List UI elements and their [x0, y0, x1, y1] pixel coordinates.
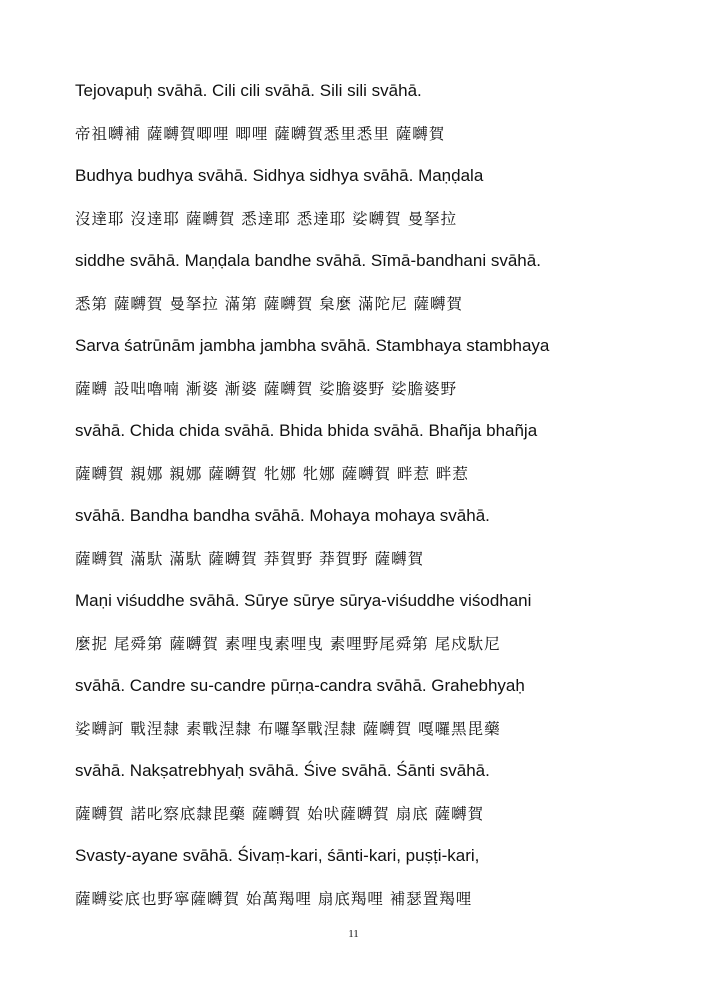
text-line-roman: svāhā. Chida chida svāhā. Bhida bhida svāhā. Bhañja bhañja: [75, 421, 538, 440]
text-line-chinese: 沒達耶 沒達耶 薩嚩賀 悉達耶 悉達耶 娑嚩賀 曼拏拉: [75, 210, 458, 228]
text-line-chinese: 帝祖嚩補 薩嚩賀唧哩 唧哩 薩嚩賀悉里悉里 薩嚩賀: [75, 125, 446, 143]
text-line-chinese: 薩嚩娑底也野寧薩嚩賀 始萬羯哩 扇底羯哩 補瑟置羯哩: [75, 890, 473, 908]
text-line-chinese: 薩嚩 設咄嚕喃 漸婆 漸婆 薩嚩賀 娑膽婆野 娑膽婆野: [75, 380, 458, 398]
text-line-chinese: 薩嚩賀 諾叱察底隸毘藥 薩嚩賀 始吠薩嚩賀 扇底 薩嚩賀: [75, 805, 485, 823]
text-line-roman: Svasty-ayane svāhā. Śivaṃ-kari, śānti-kari, puṣṭi-kari,: [75, 846, 480, 865]
text-line-chinese: 薩嚩賀 滿馱 滿馱 薩嚩賀 莽賀野 莽賀野 薩嚩賀: [75, 550, 425, 568]
text-line-roman: Sarva śatrūnām jambha jambha svāhā. Stambhaya stambhaya: [75, 336, 550, 355]
text-line-roman: svāhā. Bandha bandha svāhā. Mohaya mohaya svāhā.: [75, 506, 490, 525]
text-line-chinese: 悉第 薩嚩賀 曼拏拉 滿第 薩嚩賀 枲麼 滿陀尼 薩嚩賀: [75, 295, 463, 313]
page-number: 11: [348, 928, 359, 940]
text-line-roman: svāhā. Nakṣatrebhyaḥ svāhā. Śive svāhā. Śānti svāhā.: [75, 761, 490, 780]
text-line-roman: svāhā. Candre su-candre pūrṇa-candra svāhā. Grahebhyaḥ: [75, 676, 525, 695]
text-line-roman: siddhe svāhā. Maṇḍala bandhe svāhā. Sīmā-bandhani svāhā.: [75, 251, 541, 270]
text-line-roman: Budhya budhya svāhā. Sidhya sidhya svāhā. Maṇḍala: [75, 166, 484, 185]
text-line-chinese: 娑嚩訶 戰涅隸 素戰涅隸 布囉拏戰涅隸 薩嚩賀 嘎囉黑毘藥: [75, 720, 501, 738]
text-line-roman: Maṇi viśuddhe svāhā. Sūrye sūrye sūrya-viśuddhe viśodhani: [75, 591, 532, 610]
text-line-roman: Tejovapuḥ svāhā. Cili cili svāhā. Sili sili svāhā.: [75, 81, 422, 100]
text-line-chinese: 薩嚩賀 親娜 親娜 薩嚩賀 牝娜 牝娜 薩嚩賀 畔惹 畔惹: [75, 465, 469, 483]
text-line-chinese: 麼抳 尾舜第 薩嚩賀 素哩曳素哩曳 素哩野尾舜第 尾戍馱尼: [75, 635, 501, 653]
